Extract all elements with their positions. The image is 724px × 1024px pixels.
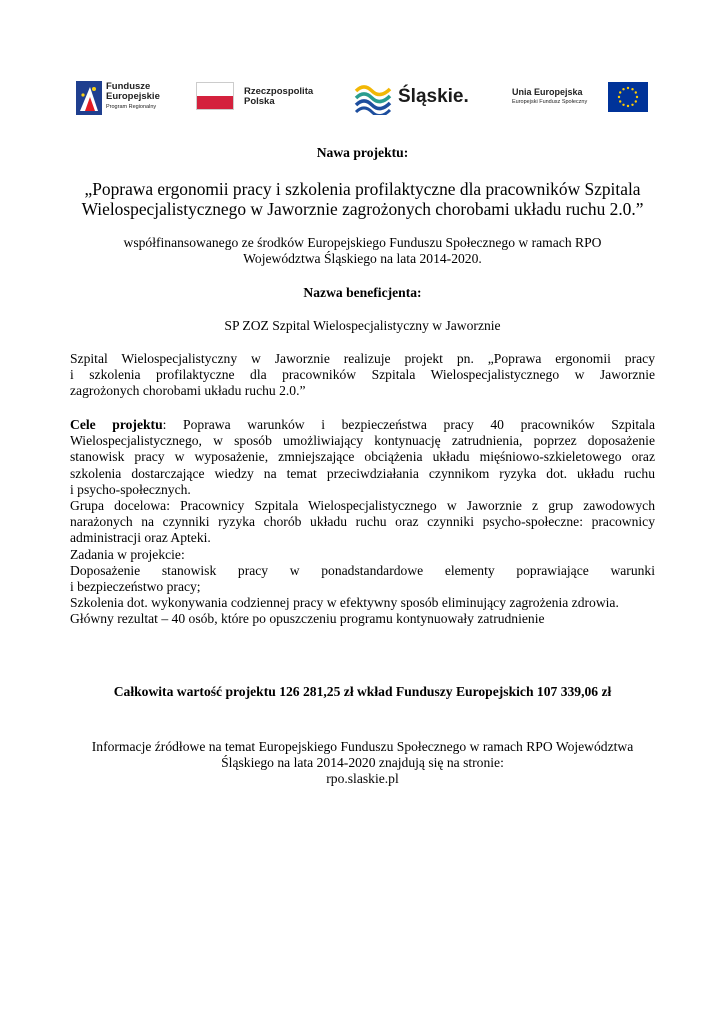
eu-flag-icon [608,82,648,112]
total-value: Całkowita wartość projektu 126 281,25 zł wkład Funduszy Europejskich 107 339,06 zł [113,684,612,699]
intro-line: Szpital Wielospecjalistyczny w Jaworznie realizuje projekt pn. „Poprawa ergonomii pracy [70,351,655,366]
intro-line: i szkolenia profilaktyczne dla pracowników Szpitala Wielospecjalistycznego w Jaworznie [70,367,655,383]
task-line: i bezpieczeństwo pracy; [70,579,201,595]
slaskie-waves-icon [354,81,392,115]
intro-line: zagrożonych chorobami układu ruchu 2.0.” [70,383,306,399]
target-group-line: narażonych na czynniki ryzyka chorób układu ruchu oraz czynniki psycho-społeczne: pracownicy [70,514,655,530]
rzeczpospolita-line2: Polska [244,96,275,107]
goals-label: Cele projektu [70,417,163,432]
goals-line: Wielospecjalistycznego, w sposób umożliwiający kontynuację zatrudnienia, poprzez doposażenie [70,433,655,449]
cofinance-line: współfinansowanego ze środków Europejskiego Funduszu Społecznego w ramach RPO [123,235,602,250]
goals-line: szkolenia dostarczające wiedzy na temat przeciwdziałania czynnikom ryzyka dot. układu ruchu [70,465,655,481]
fundusze-line1: Fundusze [106,81,151,92]
tasks-heading: Zadania w projekcie: [70,546,185,562]
slaskie-text: Śląskie. [398,86,469,107]
info-url[interactable]: rpo.slaskie.pl [326,771,399,787]
project-heading: Nawa projektu: [316,145,409,160]
beneficiary-heading: Nazwa beneficjenta: [303,285,422,300]
polish-flag-icon [196,82,234,110]
info-line: Śląskiego na lata 2014-2020 znajdują się na stronie: [221,755,504,771]
target-group-line: administracji oraz Apteki. [70,530,211,546]
cofinance-line: Województwa Śląskiego na lata 2014-2020. [243,251,482,267]
project-title-line: „Poprawa ergonomii pracy i szkolenia profilaktyczne dla pracowników Szpitala [84,179,641,199]
task-line: Doposażenie stanowisk pracy w ponadstandardowe elementy poprawiające warunki [70,562,655,578]
eu-logo [512,78,648,118]
target-group-line: Grupa docelowa: Pracownicy Szpitala Wielospecjalistycznego w Jaworznie z grup zawodowych [70,498,655,514]
fundusze-europejskie-icon [76,81,102,115]
ue-line1: Unia Europejska [512,87,583,97]
intro-paragraph [70,351,655,400]
rzeczpospolita-logo [196,78,336,118]
task-line: Szkolenia dot. wykonywania codziennej pracy w efektywny sposób eliminujący zagrożenia zdrowia. [70,595,619,611]
project-details [70,417,655,628]
fundusze-europejskie-logo [76,78,186,118]
goals-line: stanowisk pracy w wyposażenie, zmniejszające obciążenia układu mięśniowo-szkieletowego oraz [70,449,655,465]
cofinance-text [70,235,655,267]
result-line: Główny rezultat – 40 osób, które po opuszczeniu programu kontynuowały zatrudnienie [70,611,545,627]
goals-line: i psycho-społecznych. [70,481,191,497]
fundusze-line3: Program Regionalny [106,104,157,110]
goals-line [70,417,655,433]
slaskie-logo [354,78,482,118]
ue-line2: Europejski Fundusz Społeczny [512,99,588,105]
info-text [70,739,655,788]
goals-text: : Poprawa warunków i bezpieczeństwa pracy 40 pracowników Szpitala [162,417,655,432]
info-line: Informacje źródłowe na temat Europejskiego Funduszu Społecznego w ramach RPO Województwa [91,739,634,754]
logo-bar [76,78,648,118]
fundusze-line2: Europejskie [106,91,160,102]
project-title-line: Wielospecjalistycznego w Jaworznie zagrożonych chorobami układu ruchu 2.0.” [81,199,644,219]
beneficiary-name: SP ZOZ Szpital Wielospecjalistyczny w Jaworznie [224,318,501,333]
project-title [70,179,655,219]
rzeczpospolita-line1: Rzeczpospolita [244,86,314,97]
